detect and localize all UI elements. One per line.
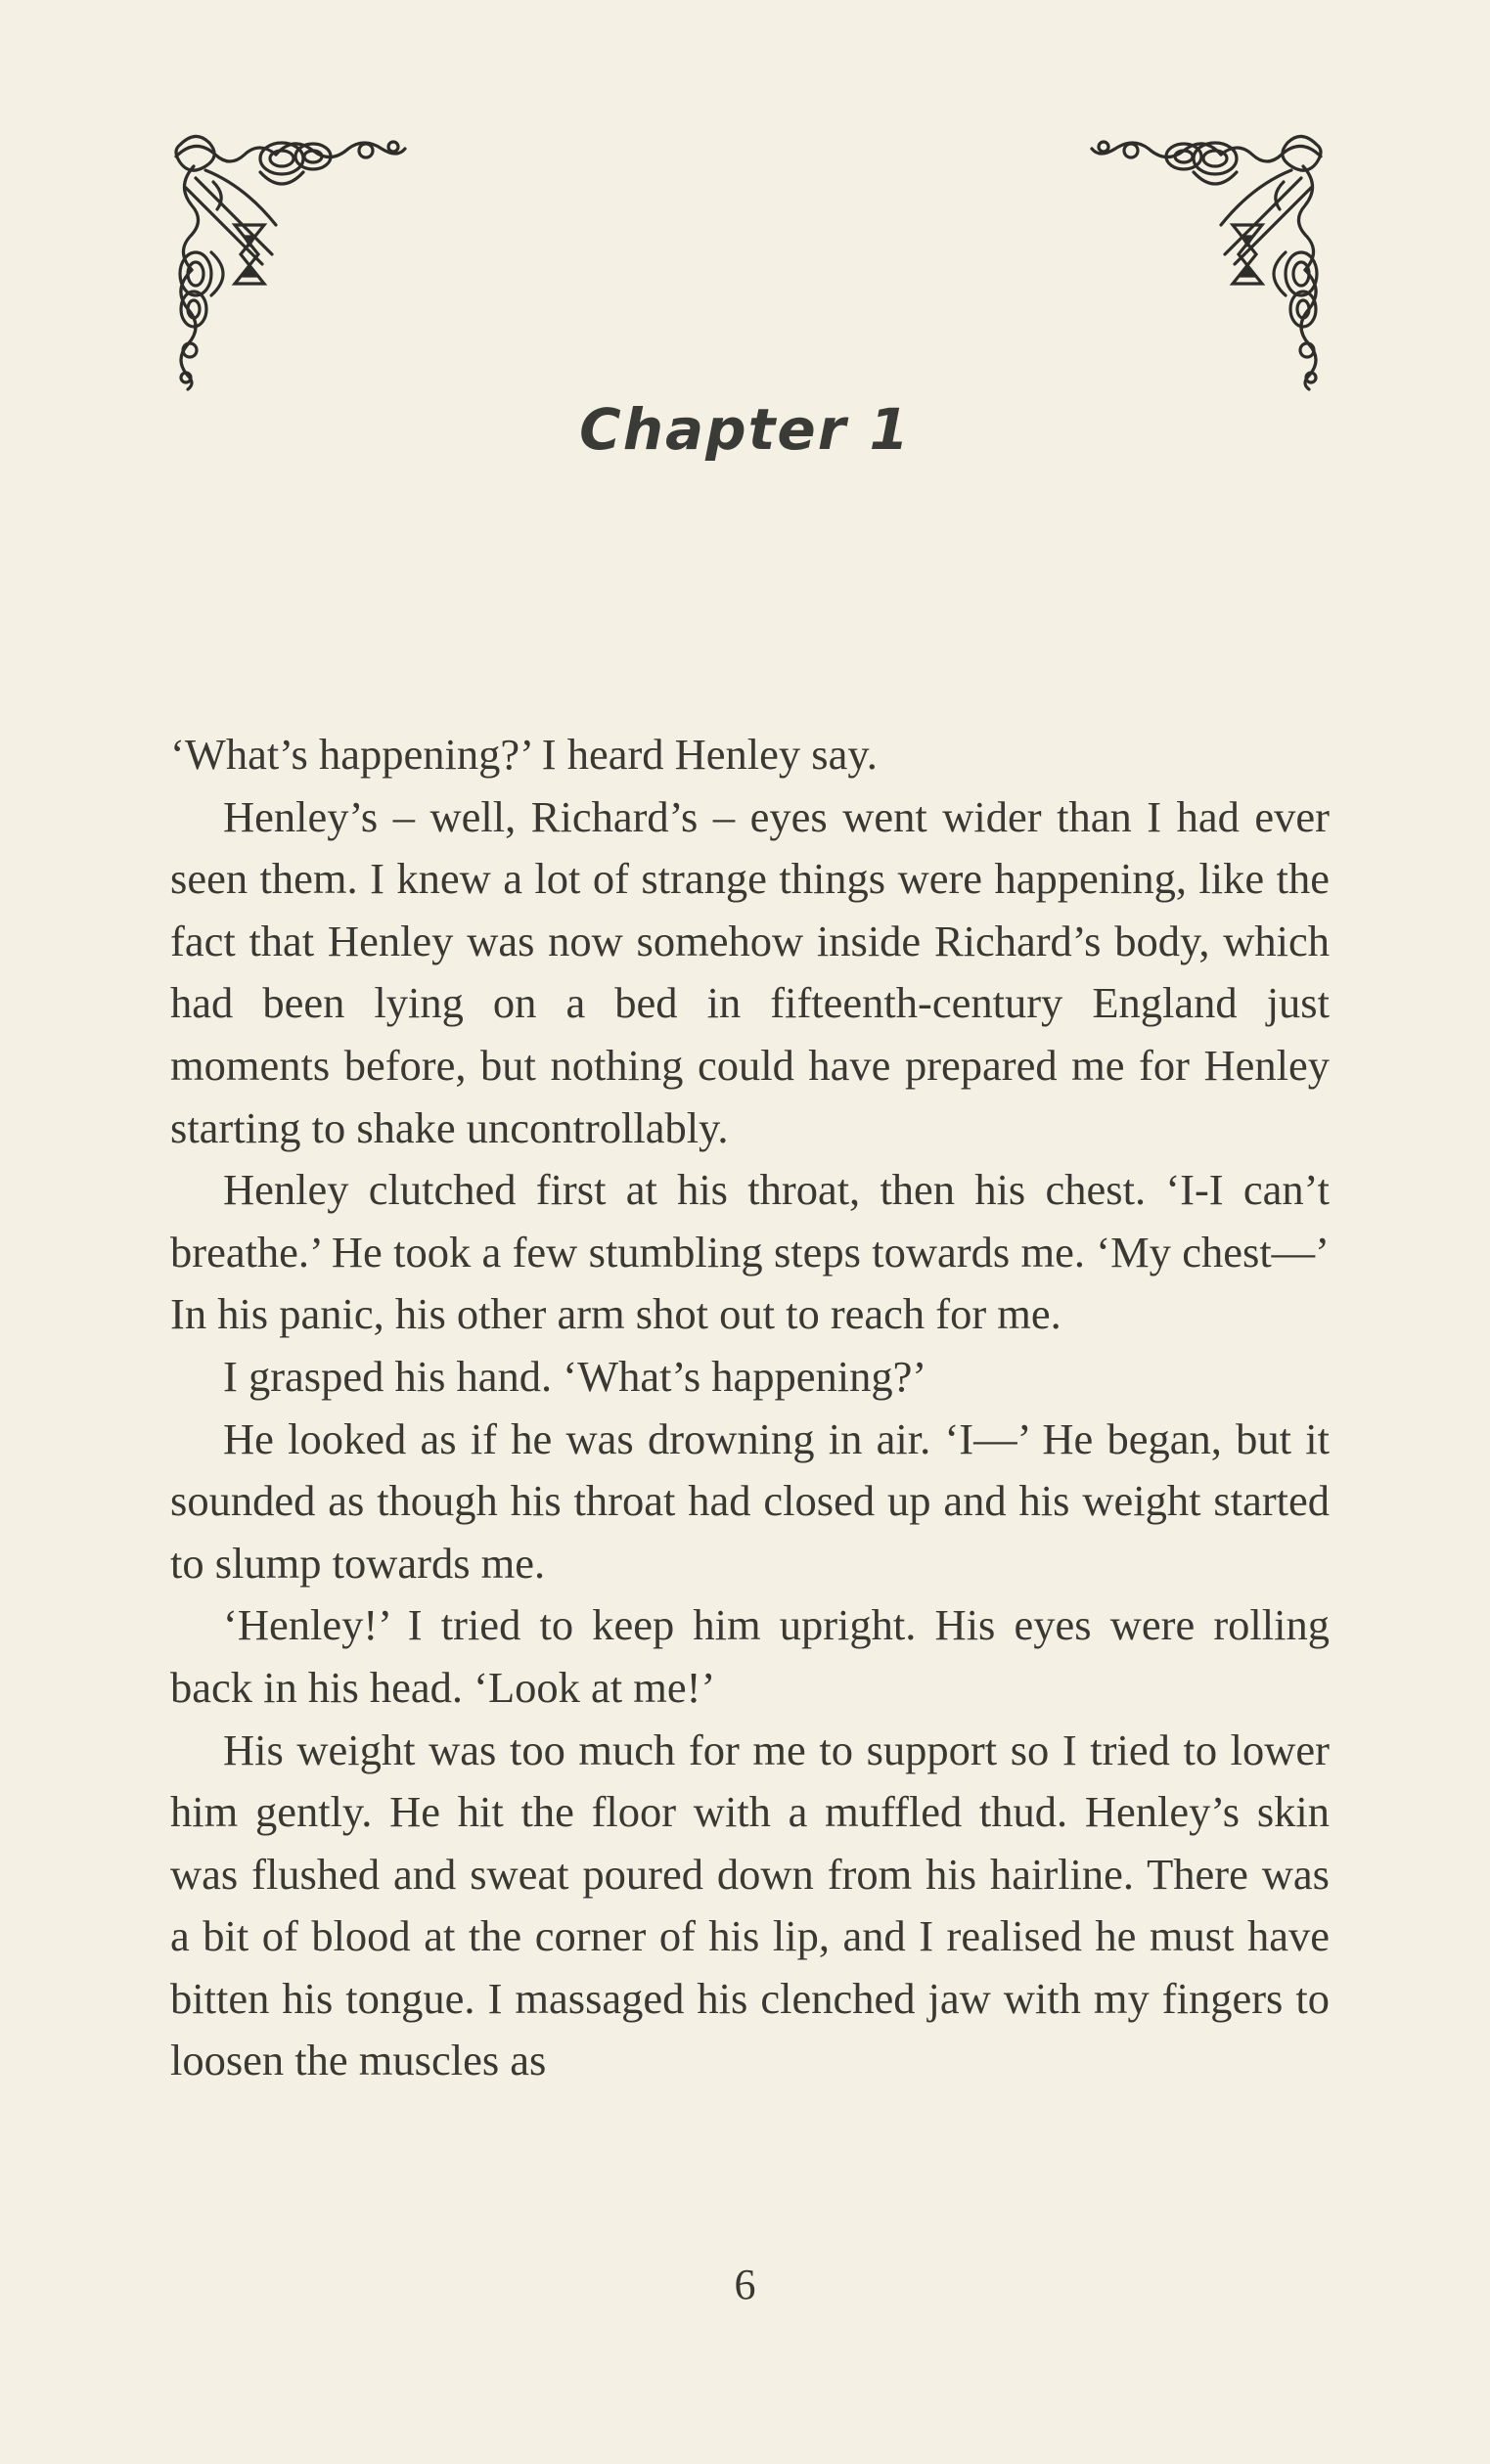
chapter-title: Chapter 1 [579, 396, 911, 463]
paragraph: Henley’s – well, Richard’s – eyes went wider than I had ever seen them. I knew a lot of strange things were happening, like the fact that Henley was now somehow inside Richard’s body, which had been lying on a bed in fifteenth-century England just moments before, but nothing could have prepared me for Henley starting to shake uncontrollably. [170, 791, 1330, 1152]
chapter-body [170, 724, 1330, 2092]
paragraph: His weight was too much for me to support so I tried to lower him gently. He hit the floor with a muffled thud. Henley’s skin was flushed and sweat poured down from his hairline. There was a bit of blood at the corner of his lip, and I realised he must have bitten his tongue. I massaged his clenched jaw with my fingers to loosen the muscles as [170, 1725, 1330, 2085]
paragraph: ‘What’s happening?’ I heard Henley say. [170, 730, 878, 779]
paragraph: He looked as if he was drowning in air. ‘I—’ He began, but it sounded as though his throat had closed up and his weight started to slump towards me. [170, 1413, 1330, 1588]
corner-ornament-right-icon [1086, 127, 1331, 391]
page-number: 6 [734, 2261, 756, 2308]
paragraph: I grasped his hand. ‘What’s happening?’ [223, 1351, 927, 1401]
paragraph: ‘Henley!’ I tried to keep him upright. His eyes were rolling back in his head. ‘Look at me!’ [170, 1600, 1330, 1712]
paragraph: Henley clutched first at his throat, then his chest. ‘I-I can’t breathe.’ He took a few stumbling steps towards me. ‘My chest—’ In his panic, his other arm shot out to reach for me. [170, 1165, 1330, 1339]
corner-ornament-left-icon [166, 127, 411, 391]
